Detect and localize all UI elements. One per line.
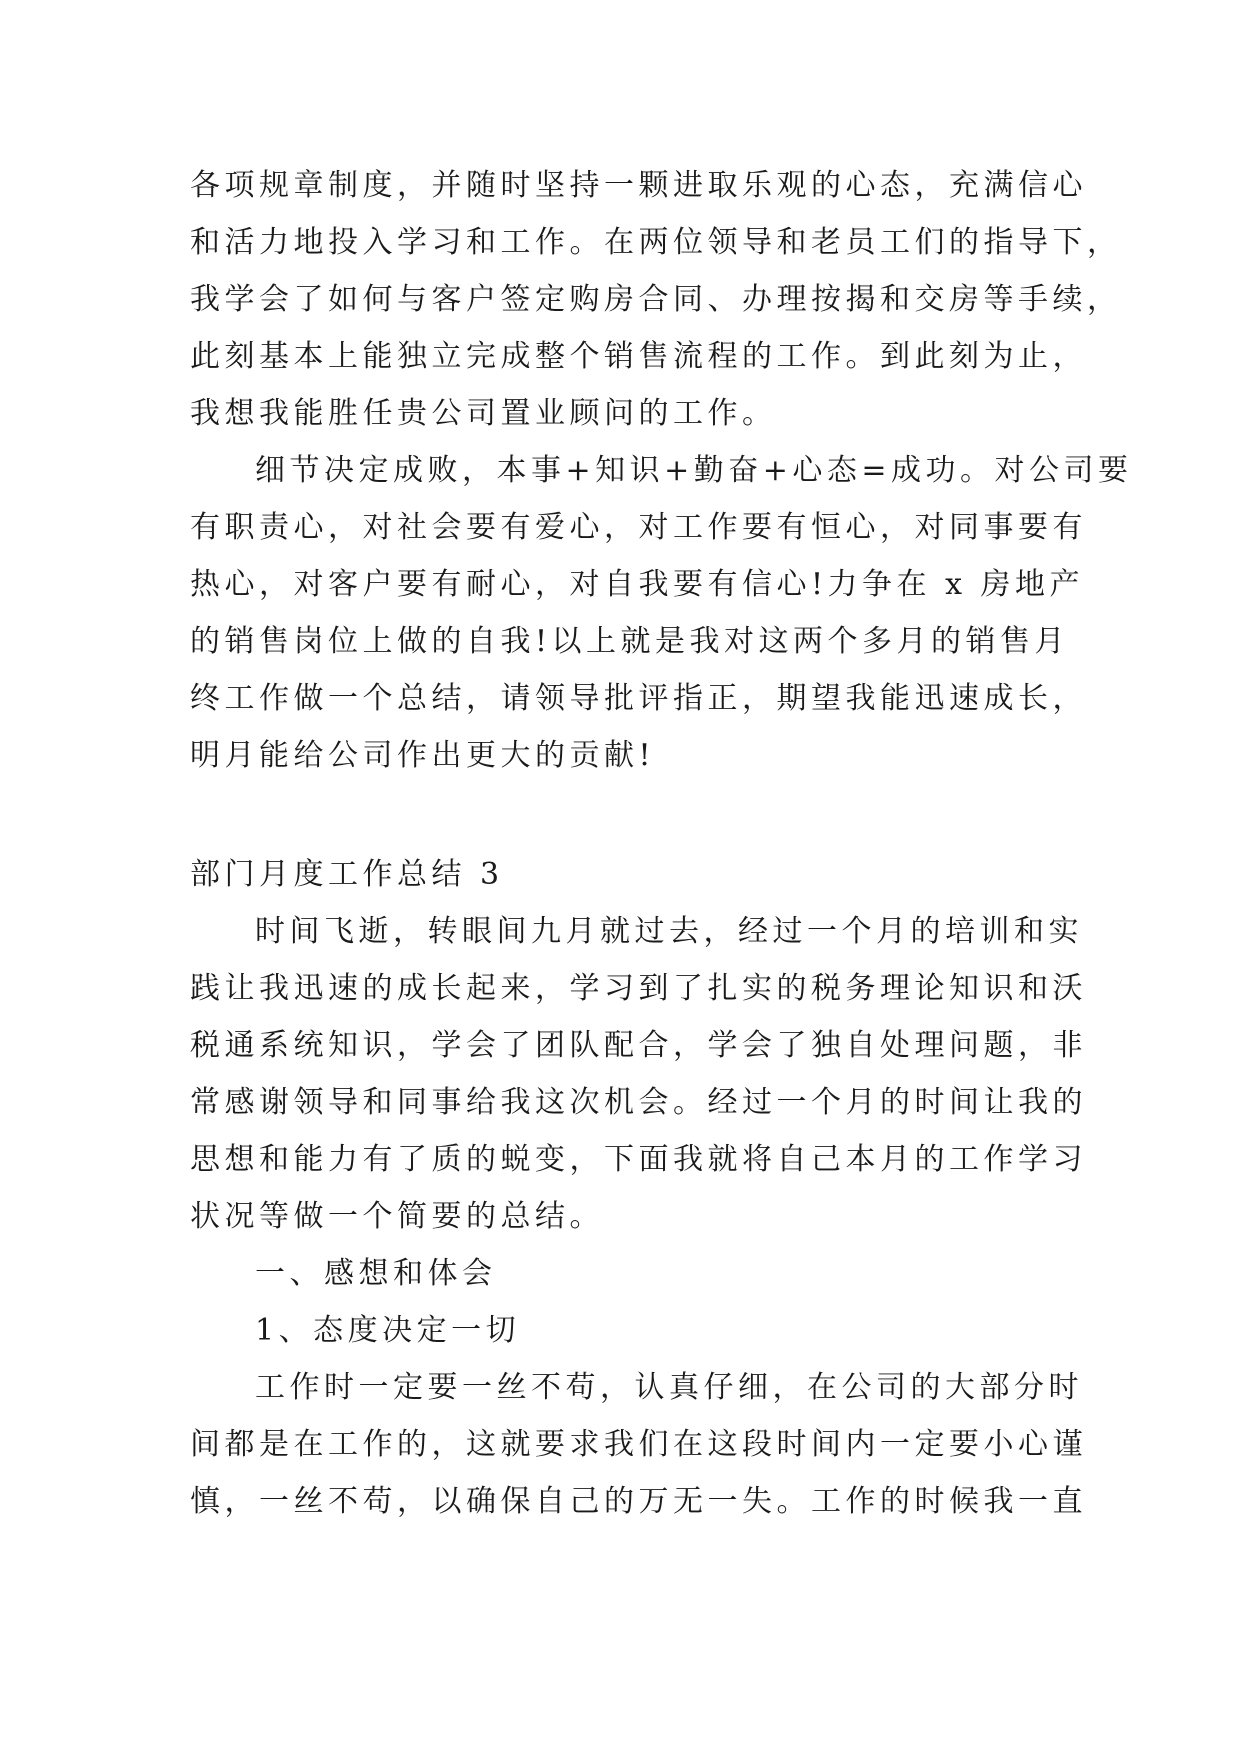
paragraph-line: 明月能给公司作出更大的贡献! <box>190 738 656 773</box>
paragraph-line: 和活力地投入学习和工作。在两位领导和老员工们的指导下， <box>190 225 1122 260</box>
paragraph-line: 常感谢领导和同事给我这次机会。经过一个月的时间让我的 <box>190 1085 1087 1120</box>
paragraph-line: 税通系统知识，学会了团队配合，学会了独自处理问题，非 <box>190 1028 1087 1063</box>
paragraph-line: 思想和能力有了质的蜕变，下面我就将自己本月的工作学习 <box>190 1142 1087 1177</box>
paragraph-line: 热心，对客户要有耐心，对自我要有信心!力争在 x 房地产 <box>190 567 1085 602</box>
paragraph-line: 的销售岗位上做的自我!以上就是我对这两个多月的销售月 <box>190 624 1070 659</box>
paragraph-line: 工作时一定要一丝不苟，认真仔细，在公司的大部分时 <box>255 1370 1083 1405</box>
paragraph-line: 慎，一丝不苟，以确保自己的万无一失。工作的时候我一直 <box>190 1484 1087 1519</box>
paragraph-line: 细节决定成败，本事+知识+勤奋+心态=成功。对公司要 <box>255 453 1133 488</box>
subheading: 1、态度决定一切 <box>255 1313 521 1348</box>
subheading: 一、感想和体会 <box>255 1256 497 1291</box>
paragraph-line: 状况等做一个简要的总结。 <box>190 1199 604 1234</box>
paragraph-line: 我想我能胜任贵公司置业顾问的工作。 <box>190 396 777 431</box>
paragraph-line: 此刻基本上能独立完成整个销售流程的工作。到此刻为止， <box>190 339 1087 374</box>
paragraph-line: 时间飞逝，转眼间九月就过去，经过一个月的培训和实 <box>255 914 1083 949</box>
paragraph-line: 我学会了如何与客户签定购房合同、办理按揭和交房等手续， <box>190 282 1122 317</box>
paragraph-line: 终工作做一个总结，请领导批评指正，期望我能迅速成长， <box>190 681 1087 716</box>
paragraph-line: 有职责心，对社会要有爱心，对工作要有恒心，对同事要有 <box>190 510 1087 545</box>
paragraph-line: 践让我迅速的成长起来，学习到了扎实的税务理论知识和沃 <box>190 971 1087 1006</box>
paragraph-line: 各项规章制度，并随时坚持一颗进取乐观的心态，充满信心 <box>190 168 1087 203</box>
paragraph-line: 间都是在工作的，这就要求我们在这段时间内一定要小心谨 <box>190 1427 1087 1462</box>
section-title: 部门月度工作总结 3 <box>190 857 504 892</box>
